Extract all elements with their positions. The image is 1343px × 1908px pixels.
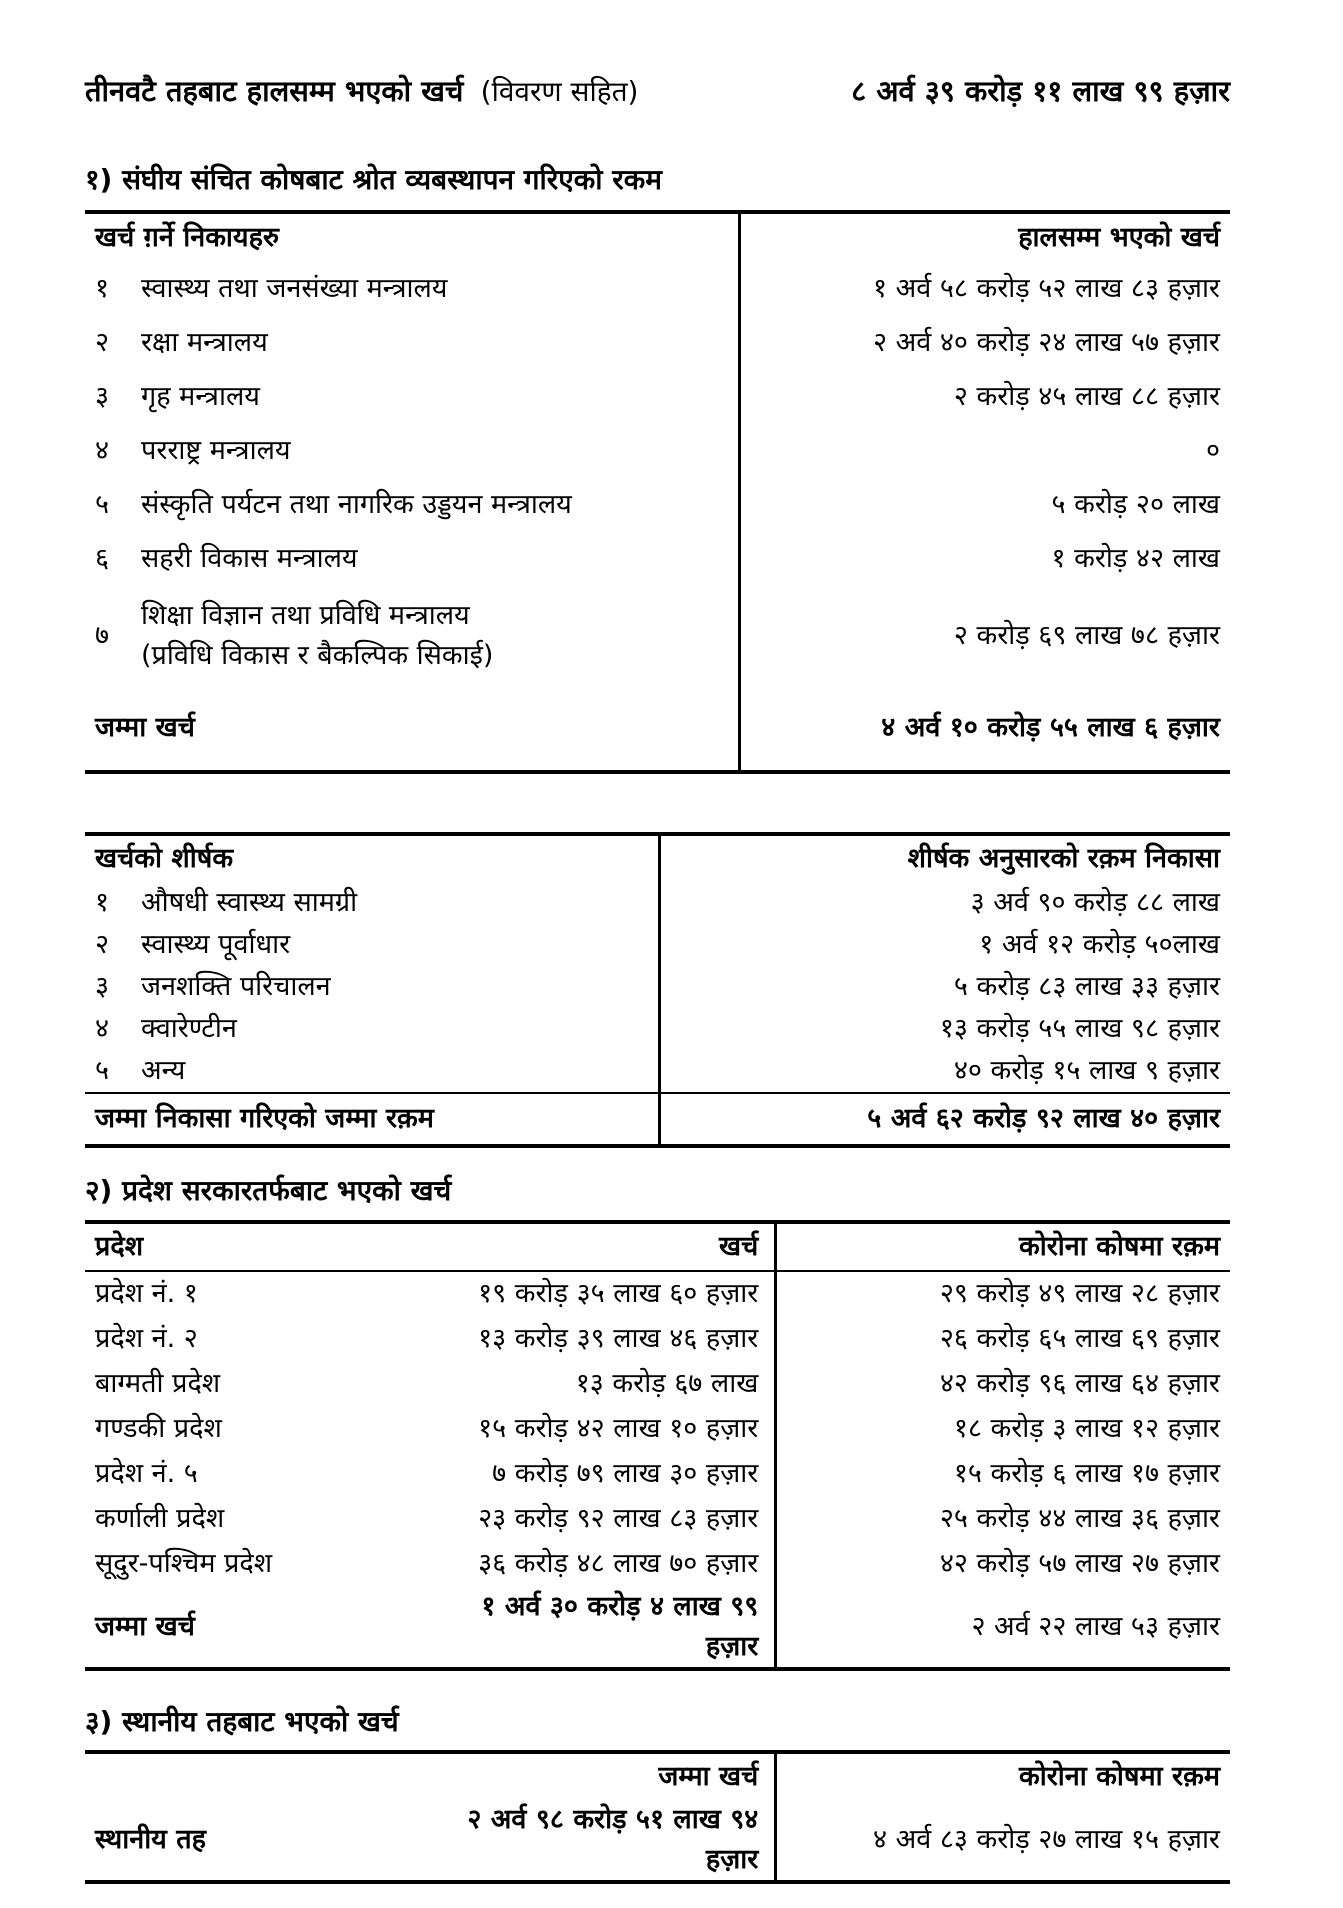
total-label: जम्मा खर्च: [95, 712, 195, 744]
province-name: गण्डकी प्रदेश: [95, 1413, 222, 1445]
col-header-expense-to-date: हालसम्म भएको खर्च: [738, 214, 1230, 262]
expense-value: १ अर्व ५८ करोड़ ५२ लाख ८३ हज़ार: [738, 262, 1230, 316]
table-row: [85, 1542, 1230, 1587]
expense-value: ०: [738, 424, 1230, 478]
row-number: ३: [95, 381, 110, 413]
page-title: [85, 70, 638, 113]
expense-value: २ अर्व ४० करोड़ २४ लाख ५७ हज़ार: [738, 316, 1230, 370]
ministry-name: सहरी विकास मन्त्रालय: [141, 543, 358, 575]
heading-name: अन्य: [141, 1055, 186, 1087]
table-row: [85, 1008, 1230, 1050]
page-title-main: तीनवटै तहबाट हालसम्म भएको खर्च: [85, 74, 464, 108]
expense-value: ७ करोड़ ७९ लाख ३० हज़ार: [492, 1458, 759, 1490]
entity-cell: [85, 424, 738, 478]
table-row: [85, 966, 1230, 1008]
ministry-expense-table: [85, 210, 1230, 774]
row-number: ४: [95, 1013, 110, 1045]
empty-header-cell: [85, 1754, 429, 1800]
corona-fund-value: ४ अर्व ८३ करोड़ २७ लाख १५ हज़ार: [774, 1800, 1230, 1880]
total-value: ४ अर्व १० करोड़ ५५ लाख ६ हज़ार: [738, 686, 1230, 770]
col-header-released-amount: शीर्षक अनुसारको रक़म निकासा: [658, 836, 1231, 882]
table-row: [85, 316, 1230, 370]
ministry-name-line2: (प्रविधि विकास र बैकल्पिक सिकाई): [141, 640, 494, 672]
table-row: [85, 1407, 1230, 1452]
corona-fund-value: १५ करोड़ ६ लाख १७ हज़ार: [774, 1452, 1230, 1497]
table-header-row: [85, 214, 1230, 262]
row-number: ५: [95, 489, 110, 521]
section-federal-heading: १) संघीय संचित कोषबाट श्रोत व्यबस्थापन गरिएको रकम: [85, 162, 662, 196]
row-number: ३: [95, 971, 110, 1003]
total-label: जम्मा निकासा गरिएको जम्मा रक़म: [95, 1103, 434, 1135]
row-number: २: [95, 327, 110, 359]
entity-cell: [85, 370, 738, 424]
table-row: [85, 1497, 1230, 1542]
total-expense-value: १ अर्व ३० करोड़ ४ लाख ९९ हज़ार: [481, 1590, 759, 1662]
expense-value: १३ करोड़ ६७ लाख: [575, 1368, 759, 1400]
ministry-name: संस्कृति पर्यटन तथा नागरिक उड्डयन मन्त्रालय: [141, 489, 572, 521]
corona-fund-value: ४२ करोड़ ९६ लाख ६४ हज़ार: [774, 1362, 1230, 1407]
heading-name: क्वारेण्टीन: [141, 1013, 237, 1045]
corona-fund-value: ४२ करोड़ ५७ लाख २७ हज़ार: [774, 1542, 1230, 1587]
entity-cell: [85, 532, 738, 586]
table-row: [85, 1452, 1230, 1497]
ministry-name: स्वास्थ्य तथा जनसंख्या मन्त्रालय: [141, 273, 448, 305]
row-number: ४: [95, 435, 110, 467]
col-header-corona-fund: कोरोना कोषमा रक़म: [774, 1754, 1230, 1800]
table-row: [85, 1317, 1230, 1362]
total-row: [85, 1587, 1230, 1667]
grand-total-amount: ८ अर्व ३९ करोड़ ११ लाख ९९ हज़ार: [851, 74, 1230, 108]
local-level-label: स्थानीय तह: [95, 1824, 206, 1856]
province-name: बाग्मती प्रदेश: [95, 1368, 221, 1400]
section-local-heading: ३) स्थानीय तहबाट भएको खर्च: [85, 1704, 399, 1738]
province-name: कर्णाली प्रदेश: [95, 1503, 225, 1535]
table-row: [85, 424, 1230, 478]
total-row: [85, 1092, 1230, 1144]
ministry-name: [141, 596, 738, 676]
released-value: ४० करोड़ १५ लाख ९ हज़ार: [658, 1050, 1231, 1092]
corona-fund-value: २९ करोड़ ४९ लाख २८ हज़ार: [774, 1272, 1230, 1317]
entity-cell: [85, 316, 738, 370]
corona-fund-value: २६ करोड़ ६५ लाख ६९ हज़ार: [774, 1317, 1230, 1362]
released-value: ३ अर्व ९० करोड़ ८८ लाख: [658, 882, 1231, 924]
table-row: [85, 262, 1230, 316]
row-number: ७: [95, 620, 110, 652]
heading-cell: [85, 966, 658, 1008]
released-value: ५ करोड़ ८३ लाख ३३ हज़ार: [658, 966, 1231, 1008]
table-header-row: [85, 1224, 1230, 1272]
expense-value: २ अर्व ९८ करोड़ ५१ लाख ९४ हज़ार: [467, 1804, 759, 1876]
table-row: [85, 924, 1230, 966]
total-label: जम्मा खर्च: [95, 1610, 195, 1642]
col-header-corona-fund: कोरोना कोषमा रक़म: [774, 1224, 1230, 1270]
expense-heading-table: [85, 832, 1230, 1148]
expense-value: १ करोड़ ४२ लाख: [738, 532, 1230, 586]
table-row: [85, 532, 1230, 586]
table-header-row: [85, 1754, 1230, 1800]
province-name: प्रदेश नं. १: [95, 1278, 198, 1310]
table-row: [85, 586, 1230, 686]
expense-value: ५ करोड़ २० लाख: [738, 478, 1230, 532]
expense-value: २ करोड़ ४५ लाख ८८ हज़ार: [738, 370, 1230, 424]
expense-value: ३६ करोड़ ४८ लाख ७० हज़ार: [478, 1548, 759, 1580]
heading-name: औषधी स्वास्थ्य सामग्री: [141, 887, 358, 919]
table-row: [85, 370, 1230, 424]
released-value: १३ करोड़ ५५ लाख ९८ हज़ार: [658, 1008, 1231, 1050]
corona-fund-value: २५ करोड़ ४४ लाख ३६ हज़ार: [774, 1497, 1230, 1542]
table-row: [85, 882, 1230, 924]
entity-cell: [85, 478, 738, 532]
table-row: [85, 1800, 1230, 1880]
col-header-spending-entities: खर्च ग़र्ने निकायहरु: [95, 222, 280, 254]
ministry-name: रक्षा मन्त्रालय: [141, 327, 268, 359]
table-row: [85, 1050, 1230, 1092]
province-name: प्रदेश नं. २: [95, 1323, 198, 1355]
page-title-suffix: (विवरण सहित): [480, 75, 639, 108]
local-level-table: [85, 1750, 1230, 1884]
province-expense-table: [85, 1220, 1230, 1671]
province-name: प्रदेश नं. ५: [95, 1458, 198, 1490]
total-corona-fund-value: २ अर्व २२ लाख ५३ हज़ार: [774, 1587, 1230, 1667]
total-value: ५ अर्व ६२ करोड़ ९२ लाख ४० हज़ार: [658, 1094, 1231, 1144]
col-header-expense-heading: खर्चको शीर्षक: [95, 843, 234, 875]
table-row: [85, 478, 1230, 532]
expense-value: २३ करोड़ ९२ लाख ८३ हज़ार: [478, 1503, 759, 1535]
heading-cell: [85, 924, 658, 966]
col-header-province: प्रदेश: [95, 1230, 144, 1262]
heading-name: स्वास्थ्य पूर्वाधार: [141, 929, 291, 961]
released-value: १ अर्व १२ करोड़ ५०लाख: [658, 924, 1231, 966]
table-row: [85, 1362, 1230, 1407]
heading-name: जनशक्ति परिचालन: [141, 971, 331, 1003]
total-row: [85, 686, 1230, 770]
row-number: ६: [95, 543, 110, 575]
section-province-heading: २) प्रदेश सरकारतर्फबाट भएको खर्च: [85, 1174, 452, 1208]
row-number: ५: [95, 1055, 110, 1087]
expense-value: १९ करोड़ ३५ लाख ६० हज़ार: [478, 1278, 759, 1310]
row-number: १: [95, 887, 110, 919]
col-header-expense: खर्च: [719, 1230, 759, 1262]
expense-value: १५ करोड़ ४२ लाख १० हज़ार: [478, 1413, 759, 1445]
heading-cell: [85, 1050, 658, 1092]
row-number: २: [95, 929, 110, 961]
expense-value: १३ करोड़ ३९ लाख ४६ हज़ार: [478, 1323, 759, 1355]
ministry-name: परराष्ट्र मन्त्रालय: [141, 435, 291, 467]
ministry-name: गृह मन्त्रालय: [141, 381, 260, 413]
heading-cell: [85, 882, 658, 924]
entity-cell: [85, 586, 738, 686]
entity-cell: [85, 262, 738, 316]
corona-fund-value: १८ करोड़ ३ लाख १२ हज़ार: [774, 1407, 1230, 1452]
ministry-name-line1: शिक्षा विज्ञान तथा प्रविधि मन्त्रालय: [141, 600, 470, 632]
table-row: [85, 1272, 1230, 1317]
document-header: [85, 70, 1230, 113]
expense-value: २ करोड़ ६९ लाख ७८ हज़ार: [738, 586, 1230, 686]
row-number: १: [95, 273, 110, 305]
table-header-row: [85, 836, 1230, 882]
province-name: सूदुर-पश्चिम प्रदेश: [95, 1548, 273, 1580]
heading-cell: [85, 1008, 658, 1050]
col-header-total-expense: जम्मा खर्च: [658, 1761, 759, 1793]
